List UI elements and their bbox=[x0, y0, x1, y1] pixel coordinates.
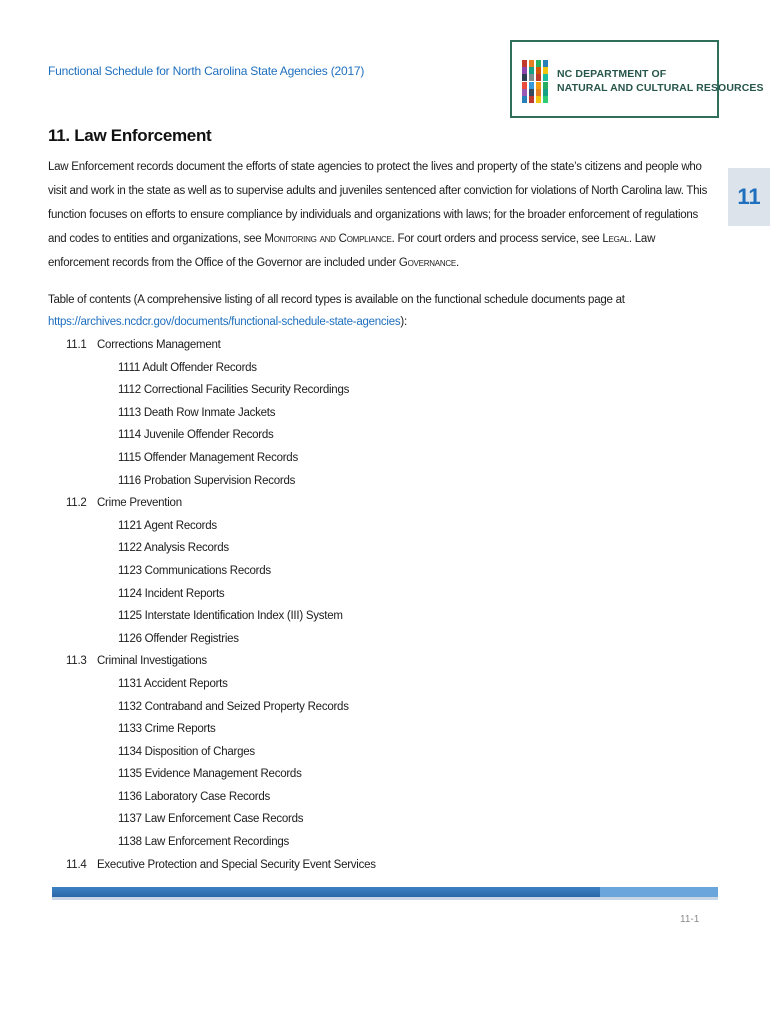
toc-record-item[interactable]: 1123 Communications Records bbox=[118, 564, 271, 577]
logo-tile bbox=[522, 60, 527, 67]
toc-record-item[interactable]: 1125 Interstate Identification Index (III) System bbox=[118, 610, 343, 623]
ref-monitoring-compliance: Monitoring and Compliance bbox=[264, 233, 392, 245]
toc-section-label: Corrections Management bbox=[97, 339, 221, 351]
toc-section-number: 11.3 bbox=[66, 655, 87, 668]
toc-section-number: 11.4 bbox=[66, 858, 87, 871]
logo-tile bbox=[543, 60, 548, 67]
logo-tile bbox=[543, 74, 548, 81]
toc-record-item[interactable]: 1133 Crime Reports bbox=[118, 723, 216, 736]
table-of-contents bbox=[66, 334, 686, 876]
toc-record-item[interactable]: 1135 Evidence Management Records bbox=[118, 768, 302, 781]
logo-line-2: NATURAL AND CULTURAL RESOURCES bbox=[557, 82, 764, 94]
logo-tile bbox=[543, 67, 548, 74]
toc-record-item[interactable]: 1114 Juvenile Offender Records bbox=[118, 429, 274, 442]
intro-text-3: . Law enforcement records from the Office of the Governor are included under bbox=[48, 233, 656, 269]
ref-governance: Governance bbox=[398, 257, 456, 269]
section-tab: 11 bbox=[728, 168, 770, 226]
toc-record-item[interactable]: 1111 Adult Offender Records bbox=[118, 361, 257, 374]
toc-record-item[interactable]: 1124 Incident Reports bbox=[118, 587, 225, 600]
intro-text-4: . bbox=[456, 257, 459, 269]
toc-record-item[interactable]: 1137 Law Enforcement Case Records bbox=[118, 813, 304, 826]
functional-schedule-link[interactable]: https://archives.ncdcr.gov/documents/functional-schedule-state-agencies bbox=[48, 316, 401, 328]
toc-section-label: Criminal Investigations bbox=[97, 655, 207, 668]
logo-tile bbox=[529, 89, 534, 96]
toc-record-item[interactable]: 1115 Offender Management Records bbox=[118, 451, 298, 464]
toc-record-item[interactable]: 1138 Law Enforcement Recordings bbox=[118, 836, 290, 849]
toc-record-item[interactable]: 1112 Correctional Facilities Security Recordings bbox=[118, 384, 350, 397]
toc-record-item[interactable]: 1122 Analysis Records bbox=[118, 542, 229, 555]
intro-text-2: . For court orders and process service, see bbox=[391, 233, 603, 245]
footer-bar-shadow bbox=[52, 897, 718, 900]
page-number: 11-1 bbox=[680, 914, 700, 925]
logo-tile bbox=[536, 67, 541, 74]
logo-line-1: NC DEPARTMENT OF bbox=[557, 68, 667, 80]
logo-text bbox=[557, 67, 764, 95]
section-heading: 11. Law Enforcement bbox=[48, 126, 212, 145]
logo-tile bbox=[536, 74, 541, 81]
toc-record-item[interactable]: 1132 Contraband and Seized Property Records bbox=[118, 700, 349, 713]
section-intro bbox=[48, 155, 708, 275]
toc-section-number: 11.1 bbox=[66, 339, 87, 351]
logo-tile bbox=[536, 60, 541, 67]
toc-intro bbox=[48, 289, 708, 333]
logo-tile bbox=[522, 67, 527, 74]
footer-bar bbox=[52, 887, 718, 897]
toc-record-item[interactable]: 1116 Probation Supervision Records bbox=[118, 474, 296, 487]
logo-tile bbox=[536, 89, 541, 96]
logo-tile bbox=[529, 67, 534, 74]
toc-section-label: Executive Protection and Special Security Event Services bbox=[97, 858, 376, 871]
toc-section-11-3[interactable] bbox=[66, 650, 686, 673]
ref-legal: Legal bbox=[602, 233, 629, 245]
toc-section-number: 11.2 bbox=[66, 497, 87, 510]
logo-tile bbox=[543, 96, 548, 103]
logo-mosaic-icon bbox=[522, 60, 549, 103]
logo-tile bbox=[536, 82, 541, 89]
toc-link-suffix: ): bbox=[400, 316, 407, 328]
footer-bar-accent bbox=[600, 887, 718, 897]
logo-tile bbox=[522, 82, 527, 89]
toc-section-11-4[interactable] bbox=[66, 854, 686, 877]
logo-tile bbox=[543, 89, 548, 96]
ncdcr-logo bbox=[510, 40, 764, 118]
toc-record-item[interactable]: 1131 Accident Reports bbox=[118, 677, 228, 690]
intro-text-1: Law Enforcement records document the efforts of state agencies to protect the lives and property of the state’s citizens and people who visit and work in the state as well as to supervise adults and juveniles sentenced after conviction for violations of North Carolina law. This function focuses on efforts to ensure compliance by individuals and organizations with laws; for the broader enforcement of regulations and codes to entities and organizations, see bbox=[48, 161, 708, 245]
logo-tile bbox=[522, 89, 527, 96]
toc-record-item[interactable]: 1121 Agent Records bbox=[118, 519, 217, 532]
logo-tile bbox=[522, 74, 527, 81]
toc-record-item[interactable]: 1134 Disposition of Charges bbox=[118, 745, 255, 758]
toc-section-label: Crime Prevention bbox=[97, 497, 182, 510]
toc-section-11-1[interactable] bbox=[66, 334, 686, 357]
logo-tile bbox=[543, 82, 548, 89]
logo-tile bbox=[529, 82, 534, 89]
toc-record-item[interactable]: 1136 Laboratory Case Records bbox=[118, 790, 270, 803]
toc-record-item[interactable]: 1113 Death Row Inmate Jackets bbox=[118, 406, 276, 419]
logo-tile bbox=[522, 96, 527, 103]
logo-tile bbox=[529, 96, 534, 103]
document-header-title: Functional Schedule for North Carolina State Agencies (2017) bbox=[48, 64, 365, 78]
toc-record-item[interactable]: 1126 Offender Registries bbox=[118, 632, 239, 645]
logo-tile bbox=[529, 74, 534, 81]
logo-tile bbox=[536, 96, 541, 103]
toc-intro-text: Table of contents (A comprehensive listing of all record types is available on the functional schedule documents page at bbox=[48, 294, 625, 306]
toc-section-11-2[interactable] bbox=[66, 492, 686, 515]
logo-tile bbox=[529, 60, 534, 67]
